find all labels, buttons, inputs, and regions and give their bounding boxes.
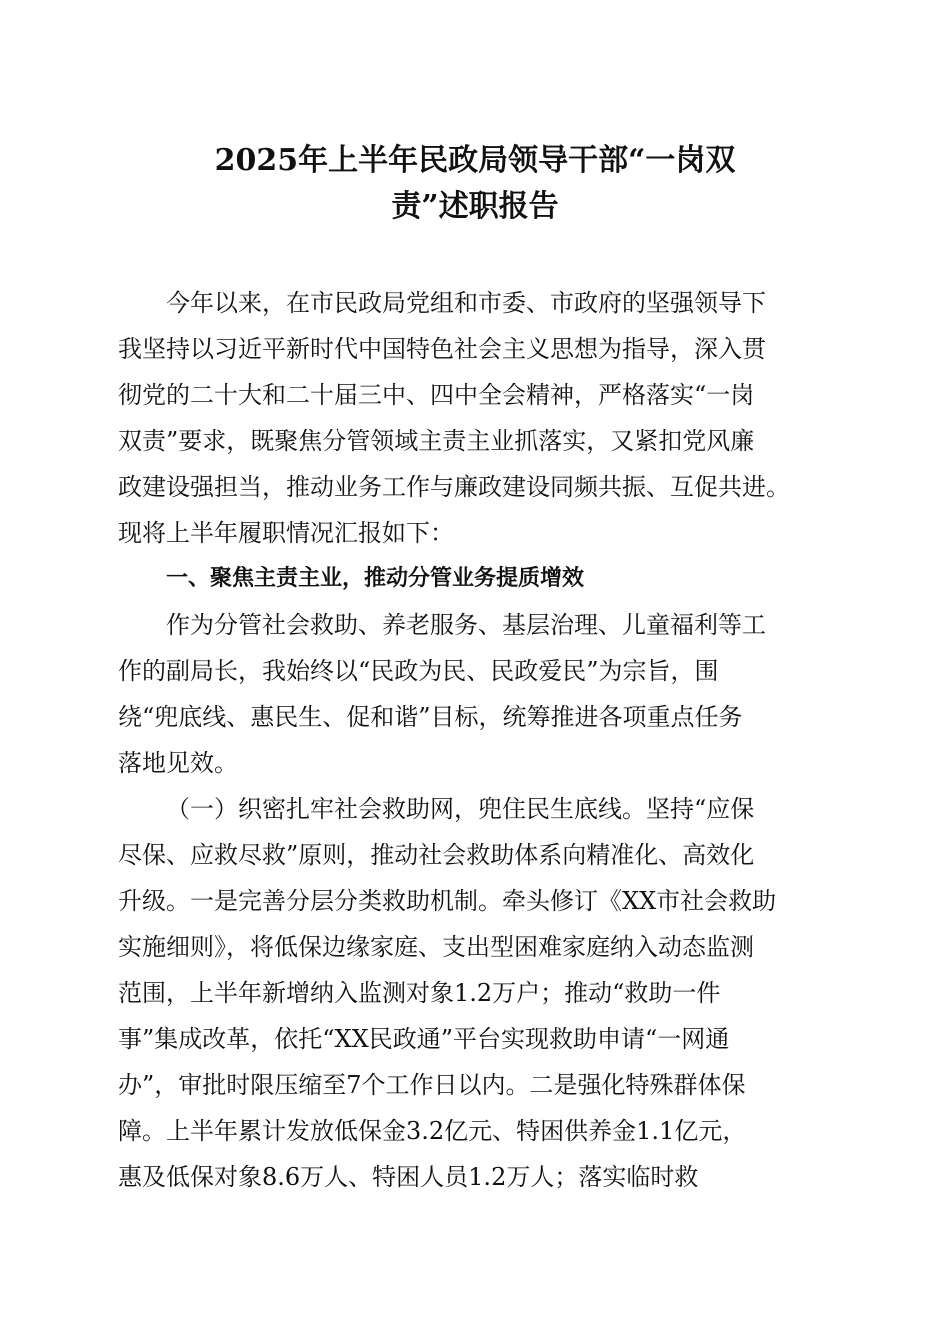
paragraph-line: 落地见效。 <box>118 749 238 777</box>
paragraph-line: 双责”要求，既聚焦分管领域主责主业抓落实，又紧扣党风廉 <box>118 427 755 455</box>
paragraph-line: 惠及低保对象8.6万人、特困人员1.2万人；落实临时救 <box>118 1163 699 1191</box>
paragraph-line: 办”，审批时限压缩至7个工作日以内。二是强化特殊群体保 <box>118 1071 746 1099</box>
document-title <box>118 138 832 230</box>
section-heading: 一、聚焦主责主业，推动分管业务提质增效 <box>166 566 585 591</box>
paragraph-line: 尽保、应救尽救”原则，推动社会救助体系向精准化、高效化 <box>118 841 755 869</box>
paragraph-line: 实施细则》，将低保边缘家庭、支出型困难家庭纳入动态监测 <box>118 933 754 961</box>
title-line: 责”述职报告 <box>391 189 559 224</box>
paragraph-line: 绕“兜底线、惠民生、促和谐”目标，统筹推进各项重点任务 <box>118 703 743 731</box>
paragraph-line: 政建设强担当，推动业务工作与廉政建设同频共振、互促共进。 <box>118 473 790 501</box>
document-body <box>118 280 832 1200</box>
paragraph-line: 彻党的二十大和二十届三中、四中全会精神，严格落实“一岗 <box>118 381 755 409</box>
paragraph-line: 障。上半年累计发放低保金3.2亿元、特困供养金1.1亿元， <box>118 1117 747 1145</box>
title-line: 2025年上半年民政局领导干部“一岗双 <box>214 143 736 178</box>
paragraph-line: 现将上半年履职情况汇报如下： <box>118 519 454 547</box>
paragraph-line: （一）织密扎牢社会救助网，兜住民生底线。坚持“应保 <box>166 795 755 823</box>
paragraph-line: 作的副局长，我始终以“民政为民、民政爱民”为宗旨，围 <box>118 657 719 685</box>
paragraph-line: 升级。一是完善分层分类救助机制。牵头修订《XX市社会救助 <box>118 887 777 915</box>
paragraph-line: 范围，上半年新增纳入监测对象1.2万户；推动“救助一件 <box>118 979 721 1007</box>
paragraph-line: 作为分管社会救助、养老服务、基层治理、儿童福利等工 <box>166 611 766 639</box>
paragraph-line: 今年以来，在市民政局党组和市委、市政府的坚强领导下 <box>166 289 766 317</box>
paragraph-line: 事”集成改革，依托“XX民政通”平台实现救助申请“一网通 <box>118 1025 730 1053</box>
paragraph-line: 我坚持以习近平新时代中国特色社会主义思想为指导，深入贯 <box>118 335 766 363</box>
